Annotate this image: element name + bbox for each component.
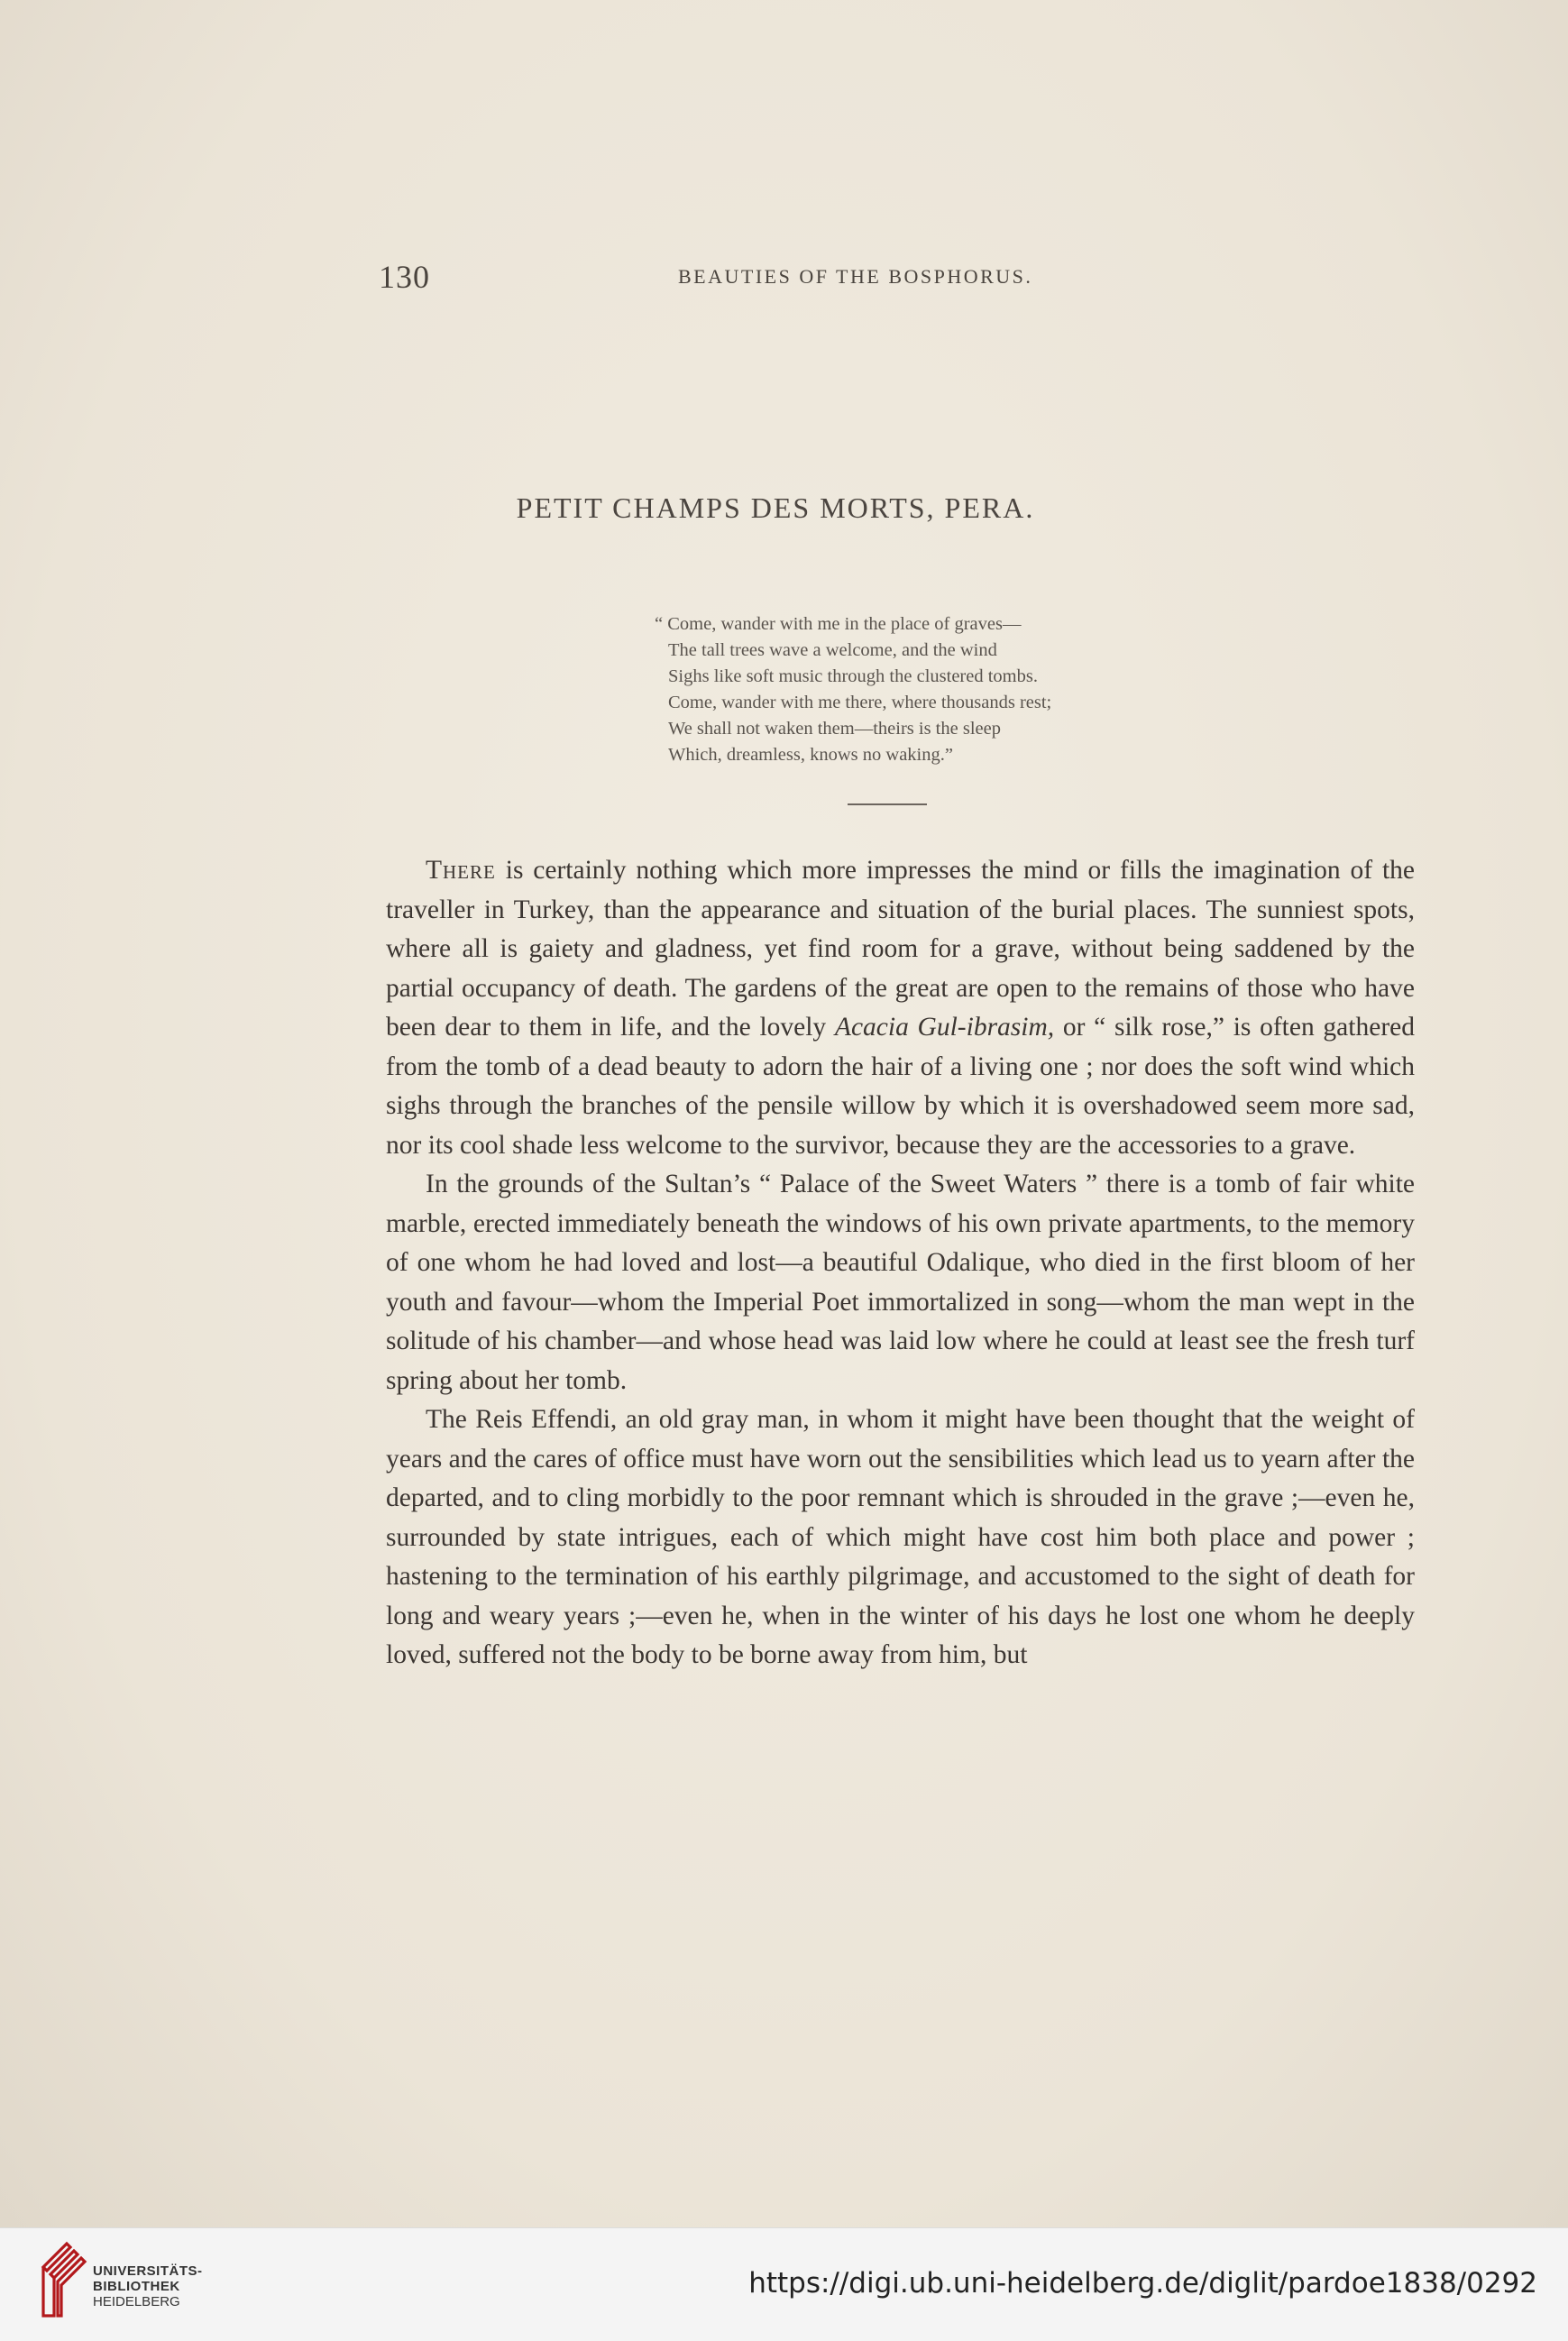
epigraph-line: The tall trees wave a welcome, and the wind: [668, 640, 997, 660]
page-number: 130: [379, 259, 430, 295]
paragraph: The Reis Effendi, an old gray man, in whom it might have been thought that the weight of years and the cares of office must have worn out the sensibilities which lead us to yearn after the departed, and to cling morbidly to the poor remnant which is shrouded in the grave ;—even he, surrounded by state intrigues, each of which might have cost him both place and power ; hastening to the termination of his earthly pilgrimage, and accustomed to the sight of death for long and weary years ;—even he, when in the winter of his days he lost one whom he deeply loved, suffered not the body to be borne away from him, but: [386, 1405, 1415, 1669]
running-head: [379, 258, 1172, 294]
body-text: [386, 851, 1415, 1675]
book-title: BEAUTIES OF THE BOSPHORUS.: [678, 265, 1033, 288]
paragraph-text: or “ silk rose,” is often gathered from the tomb of a dead beauty to adorn the hair of a living one ; nor does the soft wind which sighs through the branches of the pensile willow by which it is overshadowed seem more sad, nor its cool shade less welcome to the survivor, because they are the accessories to a grave.: [386, 1013, 1415, 1160]
paragraph-text: is certainly nothing which more impresses the mind or fills the imagination of the traveller in Turkey, than the appearance and situation of the burial places. The sunniest spots, where all is gaiety and gladness, yet find room for a grave, without being saddened by the partial occupancy of death. The gardens of the great are open to the remains of those who have been dear to them in life, and the lovely: [386, 856, 1415, 1042]
italic-term: Acacia Gul-ibrasim,: [834, 1013, 1055, 1042]
library-line: HEIDELBERG: [93, 2294, 180, 2309]
library-logo-icon[interactable]: [34, 2240, 97, 2321]
epigraph-line: We shall not waken them—theirs is the sleep: [668, 719, 1001, 739]
library-line: BIBLIOTHEK: [93, 2279, 180, 2294]
section-divider: [848, 803, 927, 805]
library-name: [93, 2263, 203, 2309]
chapter-title: PETIT CHAMPS DES MORTS, PERA.: [516, 491, 1035, 524]
epigraph-line: “ Come, wander with me in the place of graves—: [655, 614, 1022, 634]
library-line: UNIVERSITÄTS-: [93, 2263, 203, 2279]
epigraph: [655, 611, 1232, 768]
lead-word: There: [426, 856, 496, 885]
paragraph: [386, 851, 1415, 1165]
epigraph-line: Which, dreamless, knows no waking.”: [668, 745, 953, 765]
epigraph-line: Come, wander with me there, where thousands rest;: [668, 693, 1052, 712]
epigraph-line: Sighs like soft music through the clustered tombs.: [668, 666, 1038, 686]
paragraph: In the grounds of the Sultan’s “ Palace of the Sweet Waters ” there is a tomb of fair white marble, erected immediately beneath the windows of his own private apartments, to the memory of one whom he had loved and lost—a beautiful Odalique, who died in the first bloom of her youth and favour—whom the Imperial Poet immortalized in song—whom the man wept in the solitude of his chamber—and whose head was laid low where he could at least see the fresh turf spring about her tomb.: [386, 1170, 1415, 1395]
permalink-url[interactable]: https://digi.ub.uni-heidelberg.de/diglit/pardoe1838/0292: [748, 2267, 1537, 2300]
